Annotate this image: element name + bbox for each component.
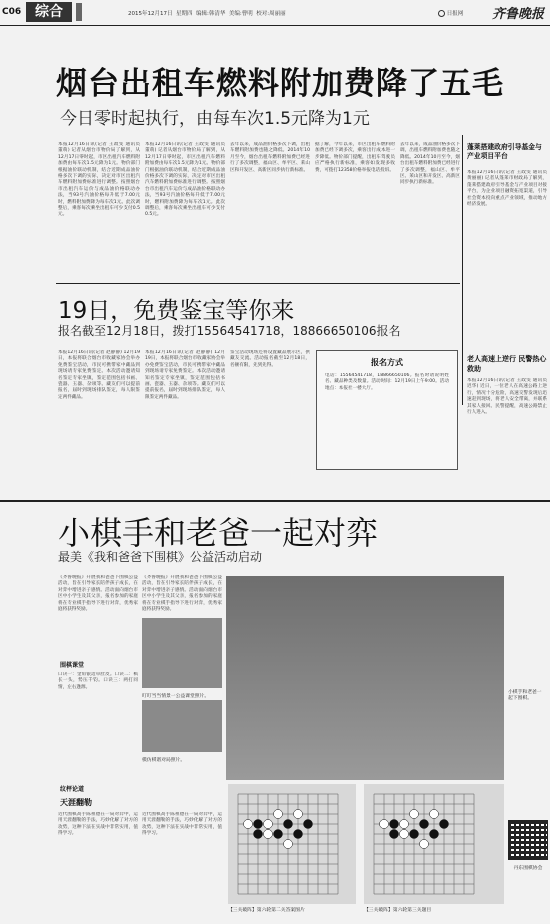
article3-section-body: 口诀一：金角银边草肚皮。口诀二：棋长一头，势压千钧。口诀三：两打同情，左右逢源。: [58, 672, 138, 690]
article1-side-body: 本报12月16日讯(记者 王政雯 通讯员 黄丽丽) 记者从蓬莱市财政局了解到，蓬莱搭建政府引导基金与产业项目对接平台，为企业项目融资拓宽渠道，引导社会资本投向重点产业领域，推动地方经济发展。: [467, 170, 547, 208]
column-divider: [462, 135, 463, 405]
white-stone: [410, 810, 419, 819]
go-board-answer-grid: [228, 784, 356, 904]
article3-subhead: 最美《我和爸爸下围棋》公益活动启动: [58, 550, 263, 564]
page-header: [0, 0, 550, 26]
photo3-caption: 模仿棋谱对局照片。: [142, 758, 186, 763]
article1-body-col1: 本报12月16日讯(记者 王政雯 通讯员 董萌) 记者从烟台市物价局了解到，从12月17日零时起，市区出租汽车燃料附加费由每车次1.5元降为1元。物价部门根据油价联动机制，结合近期成品油价格多次下调的实际，决定对市区出租汽车燃料附加费标准进行调整。按照烟台市出租汽车运价与成品油价格联动办法，当93号汽油价格每升低于7.00元时，燃料附加费降为每车次1元。此次调整后，乘客每次乘坐出租车可少支付0.5元。: [58, 142, 140, 218]
article2-body-col1: 本报12月16日讯(记者 赵静静) 12月19日，本报将联合烟台市收藏家协会举办免费鉴宝活动，市民可携带家中藏品到现场请专家免费鉴定。本次活动邀请知名鉴定专家坐镇，鉴定范围包括书画、瓷器、玉器、杂项等。藏友们可以提前报名，届时到现场排队鉴定，每人限鉴定两件藏品。: [58, 350, 140, 400]
site-name: 日报网: [438, 9, 463, 17]
article3-body-col2: 《齐鲁晚报》开展我和爸爸下围棋公益活动，旨在引导家长陪伴孩子成长，在对弈中增进亲子感情。活动面向烟台市区中小学生及其父亲，报名参加的家庭将在专业棋手指导下进行对弈，优秀家庭将获得奖励。: [142, 575, 222, 613]
black-stone: [390, 830, 399, 839]
main-event-photo: [226, 576, 504, 780]
black-stone: [274, 830, 283, 839]
section-label-go-class: 围棋课堂: [60, 662, 85, 669]
article3-headline: 小棋手和老爸一起对弈: [58, 514, 379, 552]
article2-side-title: 老人高速上逆行 民警热心救助: [467, 355, 547, 373]
article1-body-col4: 据了解，今年以来，市区出租车燃料附加费已经下调多次，乘客出行成本进一步降低。物价部门提醒，出租车驾驶员应严格执行新标准，乘客如发现多收费，可拨打12358价格举报电话投诉。: [315, 142, 395, 173]
black-stone: [254, 820, 263, 829]
discussion-body-col2: 近代围棋高手陈祖德在一局对弈中，运用天涯翻勒的手法，巧妙化解了对方的攻势，这种下法在实战中非常实用，值得学习。: [142, 812, 222, 837]
go-board-question: [364, 784, 504, 904]
page-number: C06: [2, 7, 22, 17]
white-stone: [284, 840, 293, 849]
article2-body-col2: 本报12月16日讯(记者 赵静静) 12月19日，本报将联合烟台市收藏家协会举办免费鉴宝活动，市民可携带家中藏品到现场请专家免费鉴定。本次活动邀请知名鉴定专家坐镇，鉴定范围包括书画、瓷器、玉器、杂项等。藏友们可以提前报名，届时到现场排队鉴定，每人限鉴定两件藏品。: [145, 350, 225, 400]
article1-body-col3: 去年以来，成品油价格多次下调，出租车燃料附加费也随之降低。2014年10月至今，烟台出租车燃料附加费已经进行了多次调整，福山区、牟平区、莱山区和开发区、高新区同步执行新标准。: [230, 142, 310, 173]
divider: [0, 500, 550, 502]
black-stone: [254, 830, 263, 839]
registration-box-title: 报名方式: [371, 358, 403, 367]
white-stone: [430, 810, 439, 819]
article2-side-body: 本报12月16日讯(记者 王政雯 通讯员 迟华) 近日，一位老人在高速公路上逆行，情况十分危险，高速交警发现后迅速赶到现场，将老人安全带离，并联系其家人接回。民警提醒，高速公路禁止行人进入。: [467, 378, 547, 416]
go-board-question-grid: [364, 784, 504, 904]
section-marker-icon: [76, 3, 90, 21]
white-stone: [380, 820, 389, 829]
white-stone: [400, 830, 409, 839]
black-stone: [440, 820, 449, 829]
qr-caption: 丹东围棋协会: [513, 866, 543, 871]
black-stone: [390, 820, 399, 829]
white-stone: [244, 820, 253, 829]
black-stone: [304, 820, 313, 829]
mimic-game-photo: [142, 700, 222, 752]
article1-body-col5: 去年以来，成品油价格多次下调，出租车燃料附加费也随之降低。2014年10月至今，烟台出租车燃料附加费已经进行了多次调整，福山区、牟平区、莱山区和开发区、高新区同步执行新标准。: [400, 142, 460, 186]
section-label: 综合: [26, 2, 72, 22]
black-stone: [284, 820, 293, 829]
discussion-subtitle: 天涯翻勒: [60, 798, 92, 807]
article1-subhead: 今日零时起执行，由每车次1.5元降为1元: [60, 109, 370, 129]
white-stone: [264, 820, 273, 829]
article1-headline: 烟台出租车燃料附加费降了五毛: [56, 66, 504, 102]
article2-body-col3: 鉴宝活动现场还将设置藏品展示区，供藏友交流。活动报名截至12月18日，名额有限，先到先得。: [230, 350, 310, 368]
go-board-answer: [228, 784, 356, 904]
white-stone: [264, 830, 273, 839]
section-label-discussion: 纹枰论道: [60, 786, 85, 793]
board2-caption: 【三关破阵】第六轮第三关题目: [364, 908, 432, 913]
board1-caption: 【三关破阵】第六轮第二关答案图片: [228, 908, 305, 913]
white-stone: [274, 810, 283, 819]
black-stone: [430, 830, 439, 839]
article2-subhead: 报名截至12月18日，拨打15564541718，18866650106报名: [58, 324, 401, 338]
article1-side-title: 蓬莱搭建政府引导基金与产业项目平台: [467, 143, 542, 160]
divider: [56, 283, 460, 284]
black-stone: [410, 830, 419, 839]
article1-body-col2: 本报12月16日讯(记者 王政雯 通讯员 董萌) 记者从烟台市物价局了解到，从12月17日零时起，市区出租汽车燃料附加费由每车次1.5元降为1元。物价部门根据油价联动机制，结合近期成品油价格多次下调的实际，决定对市区出租汽车燃料附加费标准进行调整。按照烟台市出租汽车运价与成品油价格联动办法，当93号汽油价格每升低于7.00元时，燃料附加费降为每车次1元。此次调整后，乘客每次乘坐出租车可少支付0.5元。: [145, 142, 225, 218]
black-stone: [420, 820, 429, 829]
photo1-caption: 小棋手和老爸一起下围棋。: [508, 690, 542, 701]
go-class-photo: [142, 618, 222, 688]
registration-box: [316, 350, 458, 470]
paper-logo: 齐鲁晚报: [492, 7, 545, 22]
qr-code[interactable]: [508, 820, 548, 860]
registration-box-body: 电话：15564541718，18866650106。报名时请说明姓名、藏品种类及数量。活动时间：12月19日上午9:00。活动地点：本报社一楼大厅。: [325, 373, 449, 391]
photo2-caption: 叮叮当当情景一公益课堂照片。: [142, 694, 210, 699]
white-stone: [420, 840, 429, 849]
article3-body-col1: 《齐鲁晚报》开展我和爸爸下围棋公益活动，旨在引导家长陪伴孩子成长，在对弈中增进亲子感情。活动面向烟台市区中小学生及其父亲，报名参加的家庭将在专业棋手指导下进行对弈，优秀家庭将获得奖励。: [58, 575, 138, 613]
discussion-body-col1: 近代围棋高手陈祖德在一局对弈中，运用天涯翻勒的手法，巧妙化解了对方的攻势，这种下法在实战中非常实用，值得学习。: [58, 812, 138, 837]
black-stone: [294, 830, 303, 839]
date-line: 2015年12月17日 星期四 编辑:韩清华 美编:曹明 校对:周丽丽: [128, 11, 286, 17]
globe-icon: [438, 10, 445, 17]
white-stone: [400, 820, 409, 829]
article2-headline: 19日，免费鉴宝等你来: [58, 298, 295, 324]
white-stone: [294, 810, 303, 819]
